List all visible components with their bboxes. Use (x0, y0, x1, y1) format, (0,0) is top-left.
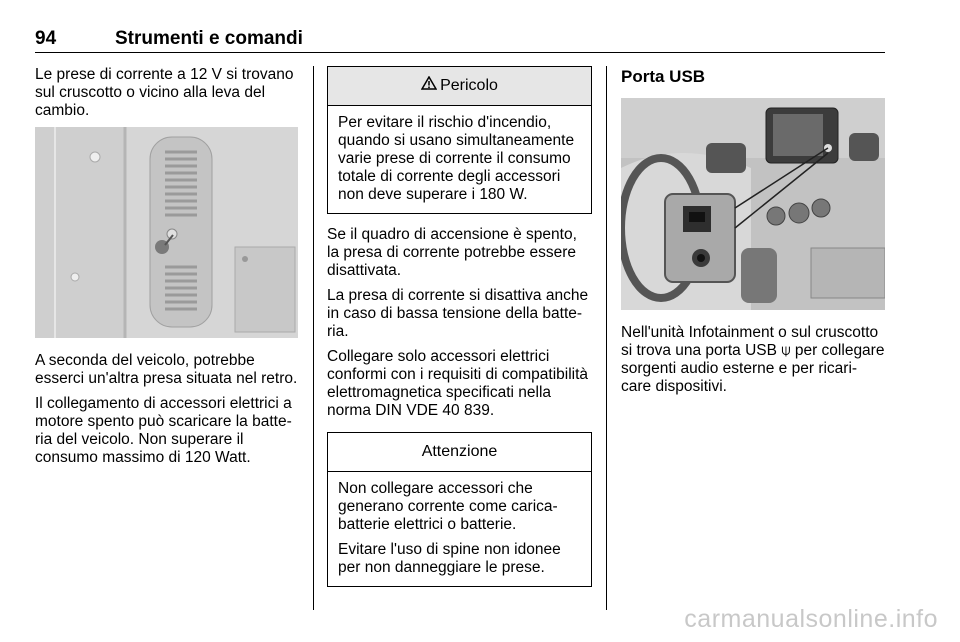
paragraph-usb: Nell'unità Infotainment o sul cruscotto si trova una porta USB ⍦ per collegare sorgenti audio esterne e per ricari-care dispositivi. (621, 324, 885, 395)
intro-paragraph: Le prese di corrente a 12 V si trovano sul cruscotto o vicino alla leva del cambio. (35, 66, 294, 119)
danger-box (327, 66, 592, 214)
column-divider (606, 66, 607, 610)
column-right (621, 66, 887, 403)
dashboard-illustration (621, 98, 885, 310)
column-divider (313, 66, 314, 610)
paragraph-low-voltage: La presa di corrente si disattiva anche in caso di bassa tensione della batte-ria. (327, 287, 589, 340)
page-header (35, 28, 885, 53)
paragraph-din-standard: Collegare solo accessori elettrici conformi con i requisiti di compatibilità elettromagnetica specificati nella norma DIN VDE 40 839. (327, 348, 589, 419)
usb-port-image (621, 98, 885, 310)
rear-power-outlet-image (35, 127, 298, 338)
column-middle (327, 66, 592, 599)
notice-paragraph-2: Evitare l'uso di spine non idonee per non danneggiare le prese. (338, 541, 561, 576)
danger-title: Pericolo (440, 77, 498, 94)
paragraph-rear-outlet: A seconda del veicolo, potrebbe esserci un'altra presa situata nel retro. (35, 352, 298, 387)
danger-box-header (328, 67, 591, 106)
notice-box-header (328, 433, 591, 472)
section-title-usb: Porta USB (621, 67, 706, 86)
watermark: carmanualsonline.info (684, 605, 938, 633)
paragraph-ignition: Se il quadro di accensione è spento, la presa di corrente potrebbe essere disattivata. (327, 226, 577, 279)
danger-text: Per evitare il rischio d'incendio, quando si usano simultaneamente varie prese di corrente il consumo totale di corrente degli accessori non deve superare i 180 W. (338, 114, 575, 203)
column-left (35, 66, 300, 474)
danger-box-body (328, 106, 591, 213)
notice-paragraph-1: Non collegare accessori che generano corrente come carica-batterie elettrici o batterie. (338, 480, 558, 533)
page-number: 94 (35, 28, 57, 49)
paragraph-battery-warning: Il collegamento di accessori elettrici a motore spento può scaricare la batte-ria del veicolo. Non superare il consumo massimo di 120 Watt. (35, 395, 292, 466)
notice-box (327, 432, 592, 587)
notice-title: Attenzione (421, 443, 498, 460)
warning-triangle-icon (421, 67, 437, 105)
notice-box-body (328, 472, 591, 586)
page-title: Strumenti e comandi (115, 28, 303, 49)
rear-panel-illustration (35, 127, 298, 338)
